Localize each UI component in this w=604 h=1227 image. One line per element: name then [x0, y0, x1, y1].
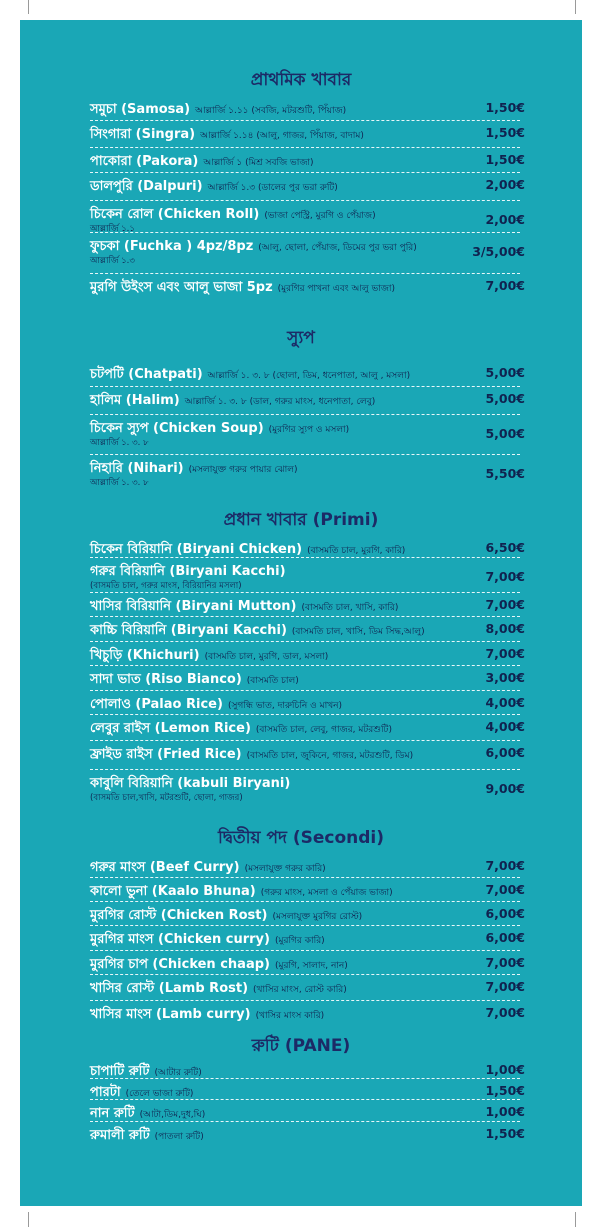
menu-item-line [90, 668, 525, 688]
item-price: 1,00€ [485, 1104, 525, 1119]
menu-item-line [90, 1060, 525, 1080]
item-name: খাসির মাংস (Lamb curry) [90, 1007, 251, 1022]
item-name: কালো ভুনা (Kaalo Bhuna) [90, 884, 256, 899]
item-price: 7,00€ [485, 278, 525, 293]
item-name: খাসির বিরিয়ানি (Biryani Mutton) [90, 599, 297, 614]
item-name: মুরগির চাপ (Chicken chaap) [90, 957, 270, 972]
menu-item-line [90, 772, 525, 796]
item-price: 9,00€ [485, 781, 525, 796]
menu-item [90, 1102, 525, 1122]
dashed-separator [90, 769, 520, 770]
menu-item [90, 880, 525, 900]
menu-item [90, 1124, 525, 1144]
menu-item [90, 856, 525, 876]
menu-item [90, 717, 525, 737]
item-description: (মসলাযুক্ত গরুর কারি) [244, 864, 326, 874]
menu-item-line [90, 928, 525, 948]
item-price: 6,50€ [485, 540, 525, 555]
dashed-separator [90, 454, 520, 455]
menu-item-line [90, 693, 525, 713]
item-name: খিচুড়ি (Khichuri) [90, 648, 200, 663]
menu-item-line [90, 417, 525, 441]
dashed-separator [90, 273, 520, 274]
item-name: চটপটি (Chatpati) [90, 367, 203, 382]
menu-item [90, 953, 525, 973]
menu-item [90, 668, 525, 688]
dashed-separator [90, 386, 520, 387]
dashed-separator [90, 714, 520, 715]
menu-item [90, 538, 525, 558]
item-price: 2,00€ [485, 177, 525, 192]
menu-item-line [90, 175, 525, 195]
item-description: (বাসমতি চাল) [246, 676, 299, 686]
menu-item [90, 417, 525, 449]
item-price: 3/5,00€ [472, 244, 525, 259]
item-name: কাচ্চি বিরিয়ানি (Biryani Kacchi) [90, 623, 287, 638]
menu-item [90, 175, 525, 195]
menu-item [90, 457, 525, 489]
item-name: সাদা ভাত (Riso Bianco) [90, 672, 242, 687]
item-name: মুরগি উইংস এবং আলু ভাজা 5pz [90, 280, 273, 295]
dashed-separator [90, 641, 520, 642]
item-subnote: আল্লার্জি ১.১ [90, 224, 135, 234]
menu-item-line [90, 235, 525, 259]
item-price: 3,00€ [485, 670, 525, 685]
menu-item-line [90, 856, 525, 876]
item-price: 7,00€ [485, 882, 525, 897]
dashed-separator [90, 925, 520, 926]
menu-item [90, 203, 525, 235]
dashed-separator [90, 1099, 520, 1100]
item-name: চিকেন রোল (Chicken Roll) [90, 207, 260, 222]
dashed-separator [90, 877, 520, 878]
item-description: (বাসমতি চাল, জুকিনে, গাজর, মটরশুটি, ডিম) [246, 751, 414, 761]
item-description: (পাতলা রুটি) [154, 1132, 204, 1142]
menu-item [90, 644, 525, 664]
section-title: স্যুপ [287, 328, 315, 348]
item-price: 4,00€ [485, 719, 525, 734]
menu-item-line [90, 457, 525, 481]
item-price: 6,00€ [485, 745, 525, 760]
dashed-separator [90, 665, 520, 666]
item-description: (বাসমতি চাল, লেবু, গাজর, মটরশুটি) [255, 725, 392, 735]
item-price: 5,00€ [485, 365, 525, 380]
item-price: 7,00€ [485, 569, 525, 584]
item-price: 6,00€ [485, 906, 525, 921]
menu-item-line [90, 904, 525, 924]
item-price: 1,50€ [485, 152, 525, 167]
menu-item-line [90, 953, 525, 973]
menu-item-line [90, 1081, 525, 1101]
item-name: মুরগির মাংস (Chicken curry) [90, 932, 270, 947]
menu-item [90, 619, 525, 639]
item-price: 5,00€ [485, 391, 525, 406]
item-name: ডালপুরি (Dalpuri) [90, 179, 203, 194]
item-subnote: আল্লার্জি ১.৩ [90, 256, 135, 266]
menu-item-line [90, 560, 525, 584]
item-price: 7,00€ [485, 646, 525, 661]
menu-item-line [90, 644, 525, 664]
item-name: পাকোরা (Pakora) [90, 154, 199, 169]
dashed-separator [90, 232, 520, 233]
menu-item-line [90, 389, 525, 409]
item-description: (মসলাযুক্ত মুরগির রোস্ট) [272, 912, 363, 922]
item-price: 1,50€ [485, 1083, 525, 1098]
menu-item-line [90, 1102, 525, 1122]
menu-item [90, 977, 525, 997]
item-name: ফ্রাইড রাইস (Fried Rice) [90, 747, 242, 762]
item-description: আল্লার্জি ১.৩ (ডালের পুর ভরা রুটি) [207, 183, 338, 193]
item-description: (বাসমতি চাল, মুরগি, ডাল, মসলা) [204, 652, 329, 662]
menu-item [90, 98, 525, 118]
item-description: (বাসমতি চাল, খাসি, কারি) [301, 603, 399, 613]
menu-item-line [90, 123, 525, 143]
item-description: (আটার রুটি) [154, 1068, 202, 1078]
menu-item [90, 276, 525, 296]
dashed-separator [90, 592, 520, 593]
menu-item-line [90, 1124, 525, 1144]
menu-item-line [90, 538, 525, 558]
dashed-separator [90, 1121, 520, 1122]
item-description: আল্লার্জি ১. ৩. ৮ (ছোলা, ডিম, ধনেপাতা, আলু , মসলা) [207, 371, 411, 381]
item-description: (মুরগি, সালাদ, নান) [274, 961, 348, 971]
dashed-separator [90, 172, 520, 173]
item-name: সমুচা (Samosa) [90, 102, 191, 117]
dashed-separator [90, 414, 520, 415]
item-description: (বাসমতি চাল, খাসি, ডিম সিদ্ধ,আলু) [291, 627, 425, 637]
item-name: কাবুলি বিরিয়ানি (kabuli Biryani) [90, 776, 291, 791]
dashed-separator [90, 120, 520, 121]
menu-panel [20, 20, 582, 1206]
item-price: 1,50€ [485, 1126, 525, 1141]
item-price: 5,50€ [485, 466, 525, 481]
item-description: (মসলাযুক্ত গরুর পায়ার ঝোল) [188, 465, 298, 475]
item-description: (ভাজা পেস্ট্রি, মুরগি ও পেঁয়াজ) [264, 211, 376, 221]
section-title: দ্বিতীয় পদ (Secondi) [217, 828, 385, 848]
dashed-separator [90, 147, 520, 148]
item-description: আল্লার্জি ১.১৪ (আলু, গাজর, পিঁয়াজ, বাদাম) [200, 131, 364, 141]
dashed-separator [90, 616, 520, 617]
dashed-separator [90, 1000, 520, 1001]
item-subnote: আল্লার্জি ১. ৩. ৮ [90, 438, 149, 448]
menu-item-line [90, 595, 525, 615]
menu-item [90, 743, 525, 763]
menu-item-line [90, 363, 525, 383]
item-price: 7,00€ [485, 955, 525, 970]
menu-item-line [90, 1003, 525, 1023]
item-description: (আলু, ছোলা, পেঁয়াজ, ডিমের পুর ভরা পুরি) [258, 243, 417, 253]
menu-item [90, 123, 525, 143]
item-description: আল্লার্জি ১.১১ (সবজি, মটরশুটি, পিঁয়াজ) [195, 106, 347, 116]
crop-mark-bottom-left [28, 1212, 29, 1227]
item-name: রুমালী রুটি [90, 1128, 150, 1143]
item-description: আল্লার্জি ১. ৩. ৮ (ডাল, গরুর মাংস, ধনেপাতা, লেবু) [184, 397, 376, 407]
menu-item-line [90, 743, 525, 763]
menu-item [90, 363, 525, 383]
menu-item [90, 928, 525, 948]
menu-item [90, 235, 525, 267]
menu-item-line [90, 276, 525, 296]
item-name: চাপাটি রুটি [90, 1064, 150, 1079]
section-title: প্রাথমিক খাবার [250, 70, 352, 90]
menu-item-line [90, 150, 525, 170]
item-name: গরুর বিরিয়ানি (Biryani Kacchi) [90, 564, 286, 579]
item-price: 1,00€ [485, 1062, 525, 1077]
item-price: 6,00€ [485, 930, 525, 945]
item-price: 1,50€ [485, 100, 525, 115]
item-price: 1,50€ [485, 125, 525, 140]
dashed-separator [90, 200, 520, 201]
dashed-separator [90, 740, 520, 741]
item-price: 7,00€ [485, 1005, 525, 1020]
item-description: (তেলে ভাজা রুটি) [125, 1089, 194, 1099]
item-subnote: আল্লার্জি ১. ৩. ৮ [90, 478, 149, 488]
item-price: 8,00€ [485, 621, 525, 636]
menu-item-line [90, 619, 525, 639]
menu-item-line [90, 203, 525, 227]
menu-item [90, 595, 525, 615]
item-description: (আটা,ডিম,দুধ,ঘি) [139, 1110, 206, 1120]
item-description: (খাসির মাংস, রোস্ট কারি) [253, 985, 347, 995]
item-description: (সুগন্ধি ভাত, দারুচিনি ও মাখন) [227, 701, 343, 711]
item-subnote: (বাসমতি চাল,খাসি, মটরশুটি, ছোলা, গাজর) [90, 793, 243, 803]
item-description: (খাসির মাংস কারি) [255, 1011, 325, 1021]
item-name: নিহারি (Nihari) [90, 461, 184, 476]
item-price: 7,00€ [485, 597, 525, 612]
item-price: 7,00€ [485, 858, 525, 873]
dashed-separator [90, 974, 520, 975]
section-title: প্রধান খাবার (Primi) [223, 510, 379, 530]
item-name: পারটা [90, 1085, 121, 1100]
item-name: লেবুর রাইস (Lemon Rice) [90, 721, 251, 736]
item-name: হালিম (Halim) [90, 393, 180, 408]
menu-item-line [90, 977, 525, 997]
dashed-separator [90, 901, 520, 902]
item-name: ফুচকা (Fuchka ) 4pz/8pz [90, 239, 254, 254]
section-title: রুটি (PANE) [251, 1036, 351, 1056]
item-name: সিংগারা (Singra) [90, 127, 196, 142]
menu-item [90, 389, 525, 409]
item-price: 2,00€ [485, 212, 525, 227]
item-price: 4,00€ [485, 695, 525, 710]
item-subnote: (বাসমতি চাল, গরুর মাংস, বিরিয়ানির মসলা) [90, 581, 242, 591]
crop-mark-bottom-right [575, 1212, 576, 1227]
item-description: (মুরগির কারি) [274, 936, 325, 946]
dashed-separator [90, 950, 520, 951]
dashed-separator [90, 690, 520, 691]
menu-item [90, 150, 525, 170]
menu-item [90, 1081, 525, 1101]
menu-item [90, 560, 525, 592]
item-price: 5,00€ [485, 426, 525, 441]
item-name: গরুর মাংস (Beef Curry) [90, 860, 240, 875]
menu-item-line [90, 880, 525, 900]
dashed-separator [90, 557, 520, 558]
item-name: চিকেন বিরিয়ানি (Biryani Chicken) [90, 542, 303, 557]
item-name: পোলাও (Palao Rice) [90, 697, 223, 712]
menu-item-line [90, 98, 525, 118]
item-name: খাসির রোস্ট (Lamb Rost) [90, 981, 249, 996]
item-description: (বাসমতি চাল, মুরগি, কারি) [307, 546, 406, 556]
menu-item [90, 1003, 525, 1023]
menu-item [90, 904, 525, 924]
item-name: চিকেন স্যুপ (Chicken Soup) [90, 421, 264, 436]
menu-item [90, 772, 525, 804]
item-description: আল্লার্জি ১ (মিশ্র সবজি ভাজা) [203, 158, 314, 168]
menu-item-line [90, 717, 525, 737]
item-price: 7,00€ [485, 979, 525, 994]
item-description: (মুরগির স্যুপ ও মসলা) [268, 425, 350, 435]
crop-mark-top-left [28, 0, 29, 14]
menu-item [90, 1060, 525, 1080]
menu-item [90, 693, 525, 713]
dashed-separator [90, 1078, 520, 1079]
item-name: মুরগির রোস্ট (Chicken Rost) [90, 908, 268, 923]
item-description: (মুরগির পাখনা এবং আলু ভাজা) [277, 284, 396, 294]
crop-mark-top-right [575, 0, 576, 14]
item-description: (গরুর মাংস, মসলা ও পেঁয়াজ ভাজা) [260, 888, 393, 898]
item-name: নান রুটি [90, 1106, 135, 1121]
